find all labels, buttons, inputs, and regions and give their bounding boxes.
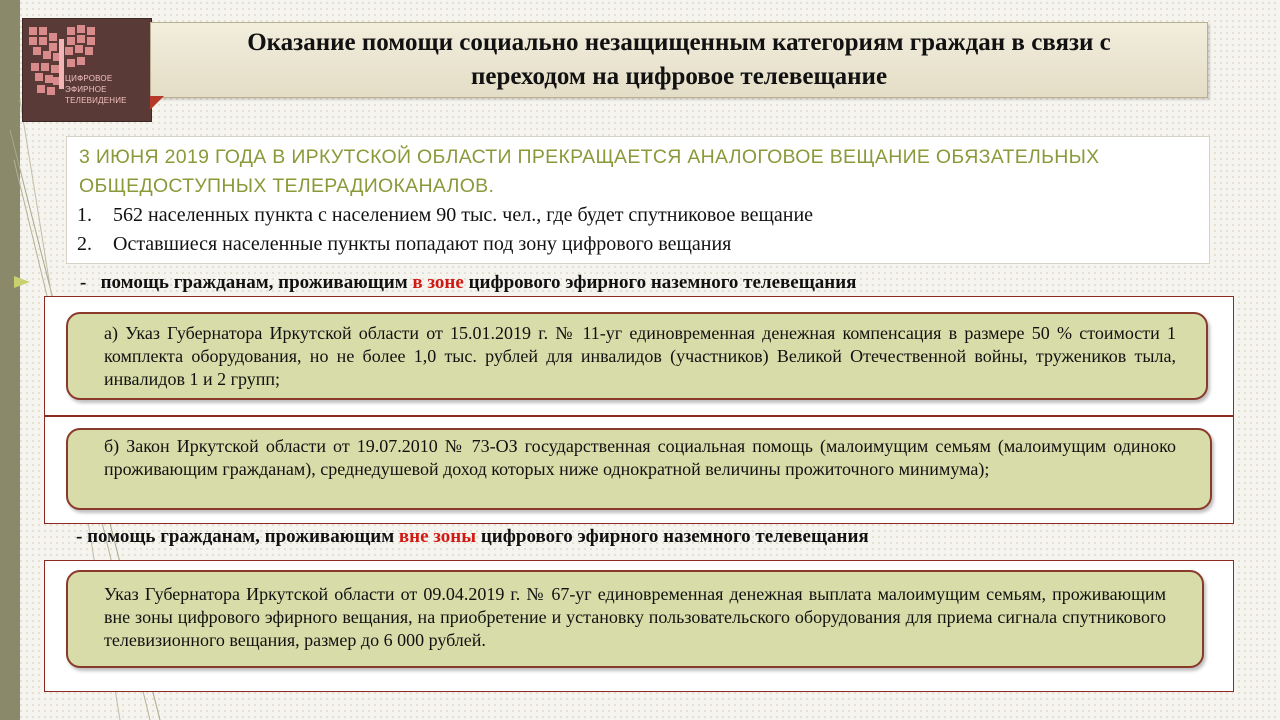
intro-list — [77, 201, 1187, 259]
measure-card — [66, 312, 1208, 400]
title-line-1: Оказание помощи социально незащищенным категориям граждан в связи с — [247, 29, 1111, 56]
list-item — [77, 201, 1187, 230]
measure-text: Указ Губернатора Иркутской области от 09.04.2019 г. № 67-уг единовременная денежная выплата малоимущим семьям, проживающим вне зоны цифрового эфирного вещания, на приобретение и установку пользовательского оборудования для приема сигнала спутникового телевизионного вещания, размер до 6 000 рублей. — [104, 584, 1166, 650]
list-item — [77, 230, 1187, 259]
measure-text: а) Указ Губернатора Иркутской области от 15.01.2019 г. № 11-уг единовременная денежная компенсация в размере 50 % стоимости 1 комплекта оборудования, но не более 1,0 тыс. рублей для инвалидов (участников) Великой Отечественной войны, тружеников тыла, инвалидов 1 и 2 групп; — [104, 323, 1176, 389]
heading-highlight: вне зоны — [398, 526, 477, 547]
measure-card — [66, 570, 1204, 668]
logo-line-1: ЦИФРОВОЕ — [65, 74, 113, 83]
heading-highlight: в зоне — [412, 272, 464, 293]
logo — [22, 18, 152, 122]
heading-prefix: - помощь гражданам, проживающим — [76, 526, 399, 547]
heading-suffix: цифрового эфирного наземного телевещания — [476, 526, 869, 547]
logo-text — [65, 73, 145, 106]
logo-line-2: ЭФИРНОЕ — [65, 85, 107, 94]
intro-box — [66, 136, 1210, 264]
measure-card — [66, 428, 1212, 510]
title-line-2: переходом на цифровое телевещание — [470, 63, 888, 90]
list-number: 2. — [77, 233, 92, 255]
section-heading-in-zone — [80, 271, 856, 295]
list-text: 562 населенных пункта с населением 90 тыс. чел., где будет спутниковое вещание — [113, 204, 814, 226]
list-text: Оставшиеся населенные пункты попадают под зону цифрового вещания — [113, 233, 732, 255]
intro-headline: 3 ИЮНЯ 2019 ГОДА В ИРКУТСКОЙ ОБЛАСТИ ПРЕКРАЩАЕТСЯ АНАЛОГОВОЕ ВЕЩАНИЕ ОБЯЗАТЕЛЬНЫХ ОБЩЕДОСТУПНЫХ ТЕЛЕРАДИОКАНАЛОВ. — [79, 146, 1100, 197]
arrow-marker-icon — [14, 276, 30, 288]
measure-text: б) Закон Иркутской области от 19.07.2010 № 73-ОЗ государственная социальная помощь (малоимущим семьям (малоимущим одиноко проживающим гражданам), среднедушевой доход которых ниже однократной величины прожиточного минимума); — [104, 436, 1176, 479]
section-heading-out-zone — [76, 525, 869, 549]
heading-prefix: - помощь гражданам, проживающим — [80, 272, 413, 293]
list-number: 1. — [77, 204, 92, 226]
slide-title — [150, 22, 1208, 98]
logo-line-3: ТЕЛЕВИДЕНИЕ — [65, 96, 127, 105]
title-corner-accent — [150, 96, 164, 110]
heading-suffix: цифрового эфирного наземного телевещания — [463, 272, 857, 293]
